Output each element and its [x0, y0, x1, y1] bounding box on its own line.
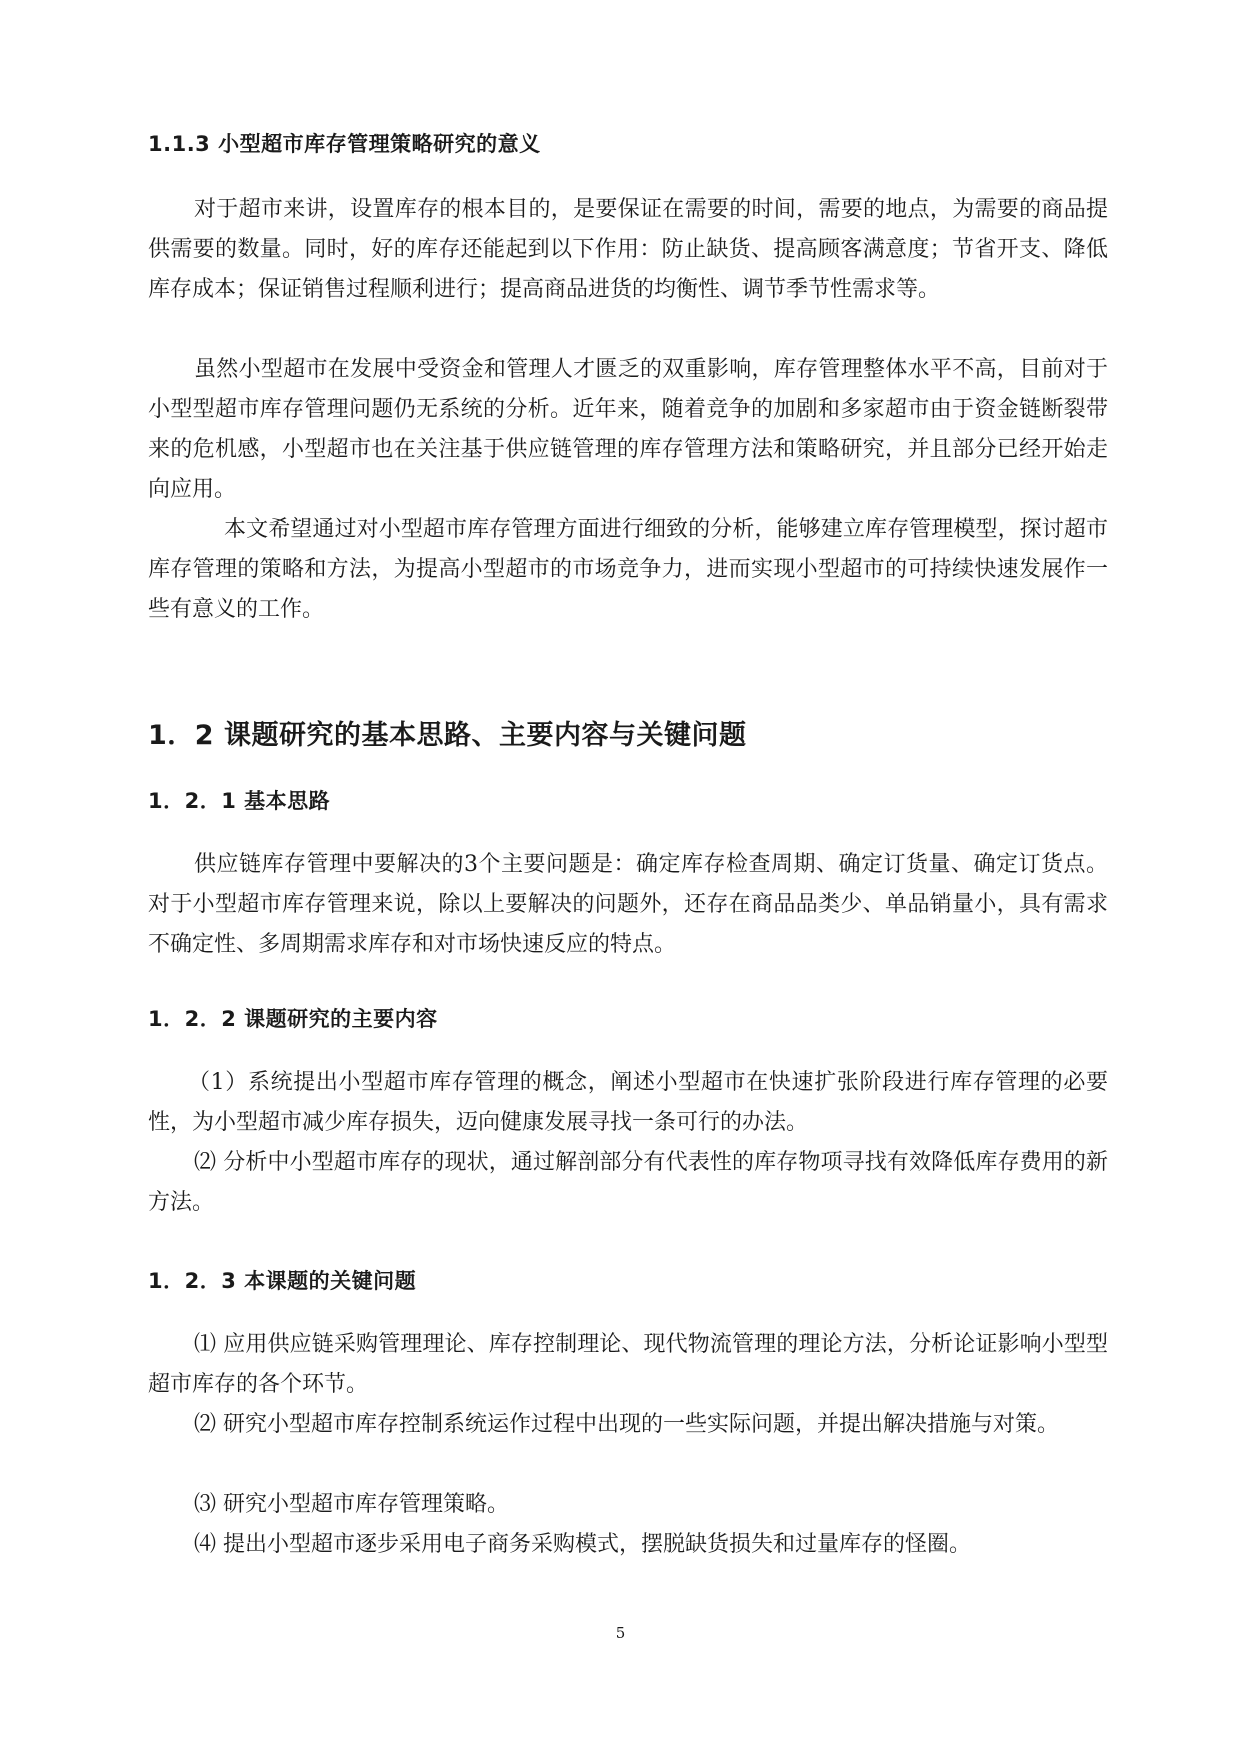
heading-1-1-3: 1.1.3 小型超市库存管理策略研究的意义	[148, 132, 541, 156]
paragraph-1-2-3-c: ⑶ 研究小型超市库存管理策略。	[194, 1492, 509, 1517]
paragraph-1-2-2-b: ⑵ 分析中小型超市库存的现状，通过解剖部分有代表性的库存物项寻找有效降低库存费用的新方法。	[148, 1150, 1108, 1215]
heading-1-2-2: 1．2．2 课题研究的主要内容	[148, 1007, 438, 1031]
paragraph-1-1-3-a: 对于超市来讲，设置库存的根本目的，是要保证在需要的时间，需要的地点，为需要的商品提供需要的数量。同时，好的库存还能起到以下作用：防止缺货、提高顾客满意度；节省开支、降低库存成本；保证销售过程顺利进行；提高商品进货的均衡性、调节季节性需求等。	[148, 197, 1108, 302]
paragraph-1-2-3-d: ⑷ 提出小型超市逐步采用电子商务采购模式，摆脱缺货损失和过量库存的怪圈。	[194, 1532, 971, 1557]
paragraph-1-1-3-c: 本文希望通过对小型超市库存管理方面进行细致的分析，能够建立库存管理模型，探讨超市库存管理的策略和方法，为提高小型超市的市场竞争力，进而实现小型超市的可持续快速发展作一些有意义的工作。	[148, 517, 1108, 622]
page-number: 5	[615, 1624, 626, 1642]
heading-1-2-3: 1．2．3 本课题的关键问题	[148, 1269, 417, 1293]
paragraph-1-2-2-a: （1）系统提出小型超市库存管理的概念，阐述小型超市在快速扩张阶段进行库存管理的必要性，为小型超市减少库存损失，迈向健康发展寻找一条可行的办法。	[148, 1070, 1108, 1135]
paragraph-1-2-3-b: ⑵ 研究小型超市库存控制系统运作过程中出现的一些实际问题，并提出解决措施与对策。	[194, 1412, 1059, 1437]
paragraph-1-1-3-b: 虽然小型超市在发展中受资金和管理人才匮乏的双重影响，库存管理整体水平不高，目前对于小型型超市库存管理问题仍无系统的分析。近年来，随着竞争的加剧和多家超市由于资金链断裂带来的危机感，小型超市也在关注基于供应链管理的库存管理方法和策略研究，并且部分已经开始走向应用。	[148, 357, 1108, 502]
paragraph-1-2-3-a: ⑴ 应用供应链采购管理理论、库存控制理论、现代物流管理的理论方法，分析论证影响小型型超市库存的各个环节。	[148, 1332, 1108, 1397]
heading-1-2-1: 1．2．1 基本思路	[148, 789, 331, 813]
heading-1-2: 1．2 课题研究的基本思路、主要内容与关键问题	[148, 720, 747, 751]
paragraph-1-2-1-a: 供应链库存管理中要解决的3个主要问题是：确定库存检查周期、确定订货量、确定订货点。对于小型超市库存管理来说，除以上要解决的问题外，还存在商品品类少、单品销量小，具有需求不确定性、多周期需求库存和对市场快速反应的特点。	[148, 852, 1108, 957]
